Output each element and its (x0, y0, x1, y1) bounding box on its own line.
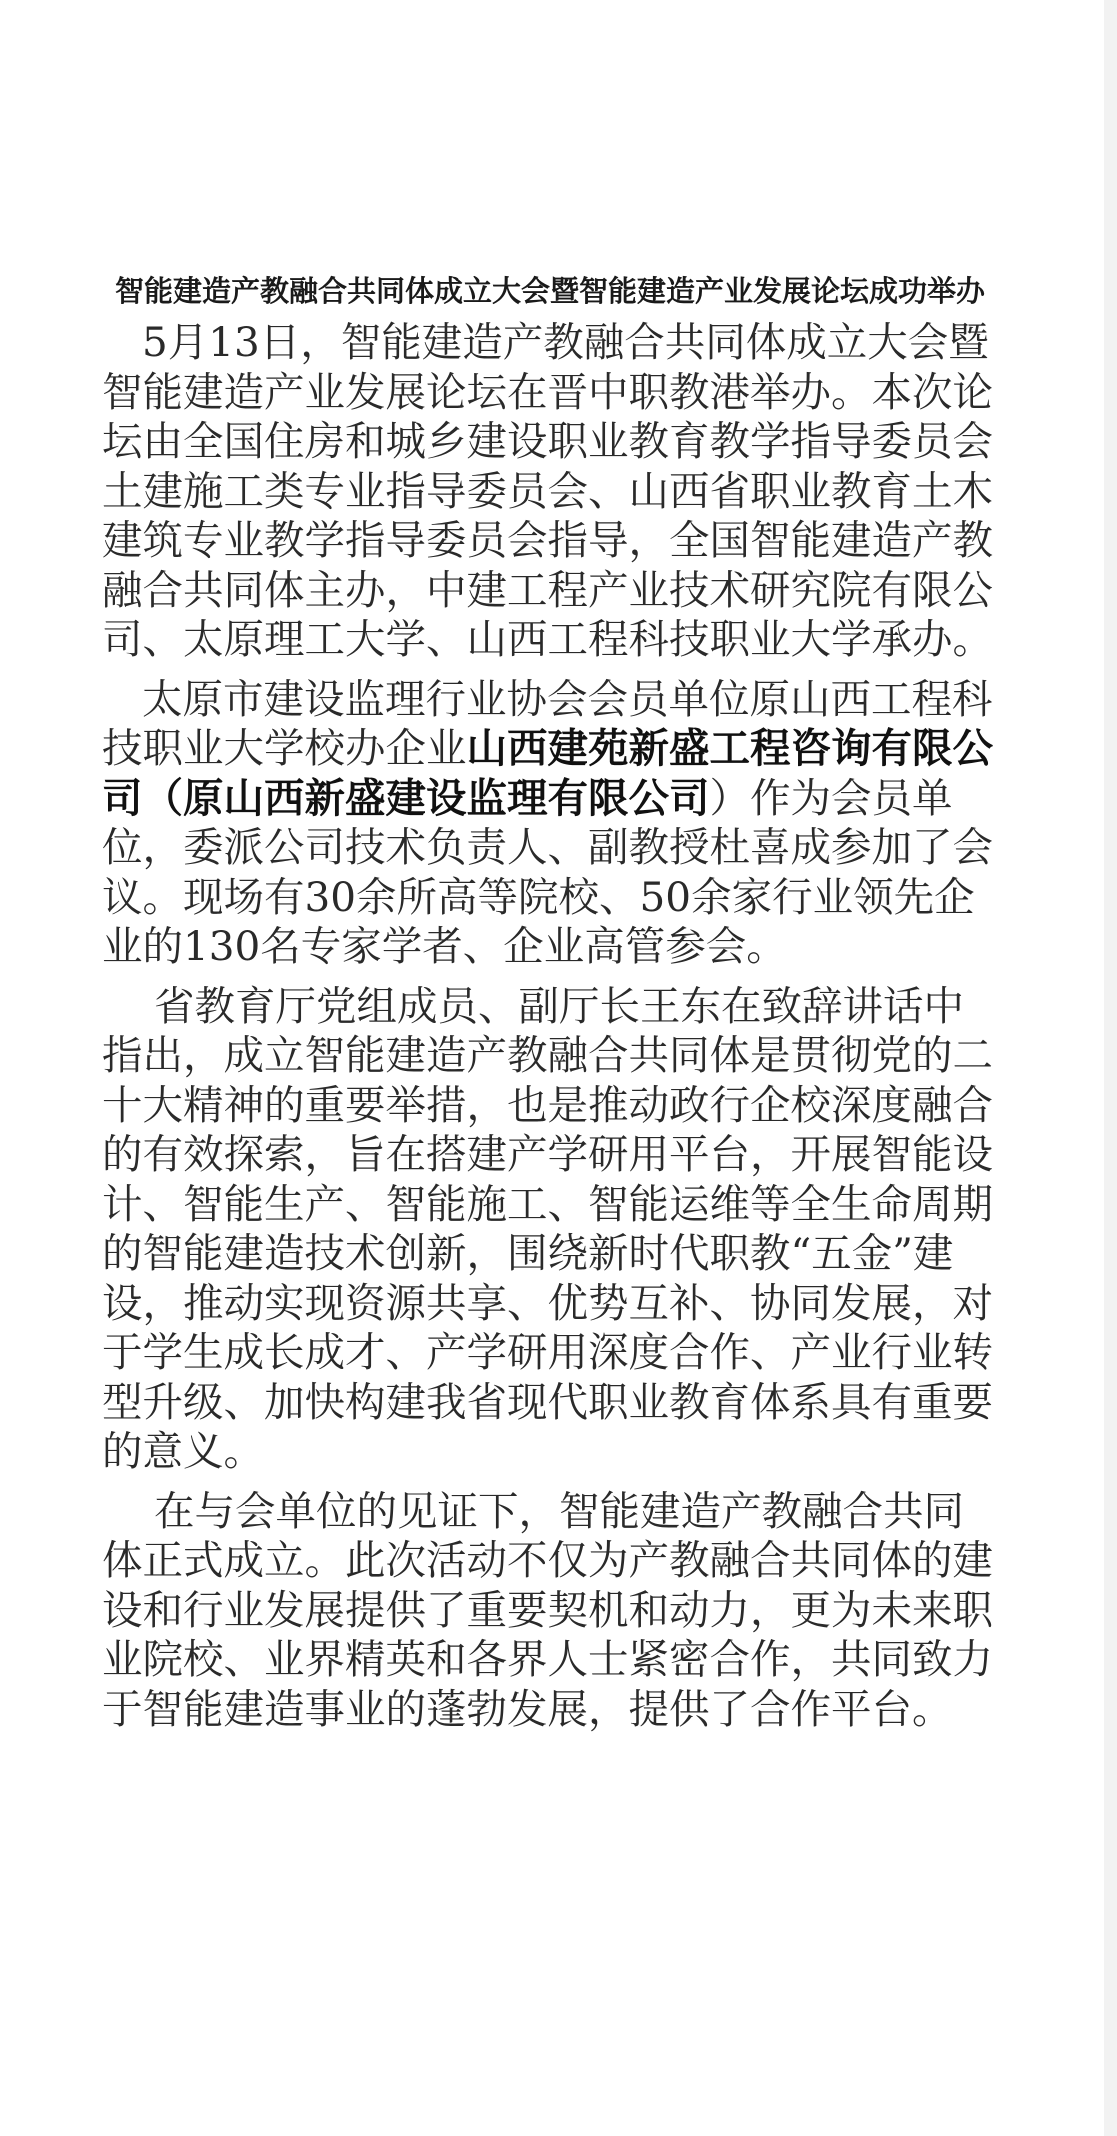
article (102, 270, 998, 1744)
paragraph-2 (102, 675, 998, 972)
company-name-bold: 山西建苑新盛工程咨询有限公司（原山西新盛建设监理有限公司 (102, 724, 993, 822)
paragraph-2-text-before: 太原市建设监理行业协会会员单位原山西工程科技职业大学校办企业 (102, 674, 993, 772)
paragraph-1-text: 5月13日，智能建造产教融合共同体成立大会暨智能建造产业发展论坛在晋中职教港举办。本次论坛由全国住房和城乡建设职业教育教学指导委员会土建施工类专业指导委员会、山西省职业教育土木建筑专业教学指导委员会指导，全国智能建造产教融合共同体主办，中建工程产业技术研究院有限公司、太原理工大学、山西工程科技职业大学承办。 (102, 318, 993, 663)
page-edge (1104, 0, 1117, 2136)
paragraph-4 (102, 1487, 998, 1735)
paragraph-3 (102, 982, 998, 1477)
paragraph-3-text: 省教育厅党组成员、副厅长王东在致辞讲话中指出，成立智能建造产教融合共同体是贯彻党的二十大精神的重要举措，也是推动政行企校深度融合的有效探索，旨在搭建产学研用平台，开展智能设计、智能生产、智能施工、智能运维等全生命周期的智能建造技术创新，围绕新时代职教“五金”建设，推动实现资源共享、优势互补、协同发展，对于学生成长成才、产学研用深度合作、产业行业转型升级、加快构建我省现代职业教育体系具有重要的意义。 (102, 981, 993, 1475)
paragraph-2-text-after: ）作为会员单位，委派公司技术负责人、副教授杜喜成参加了会议。现场有30余所高等院校、50余家行业领先企业的130名专家学者、企业高管参会。 (102, 773, 993, 970)
paragraph-1 (102, 318, 998, 665)
paragraph-4-text: 在与会单位的见证下，智能建造产教融合共同体正式成立。此次活动不仅为产教融合共同体的建设和行业发展提供了重要契机和动力，更为未来职业院校、业界精英和各界人士紧密合作，共同致力于智能建造事业的蓬勃发展，提供了合作平台。 (102, 1486, 993, 1733)
article-title: 智能建造产教融合共同体成立大会暨智能建造产业发展论坛成功举办 (114, 274, 985, 308)
